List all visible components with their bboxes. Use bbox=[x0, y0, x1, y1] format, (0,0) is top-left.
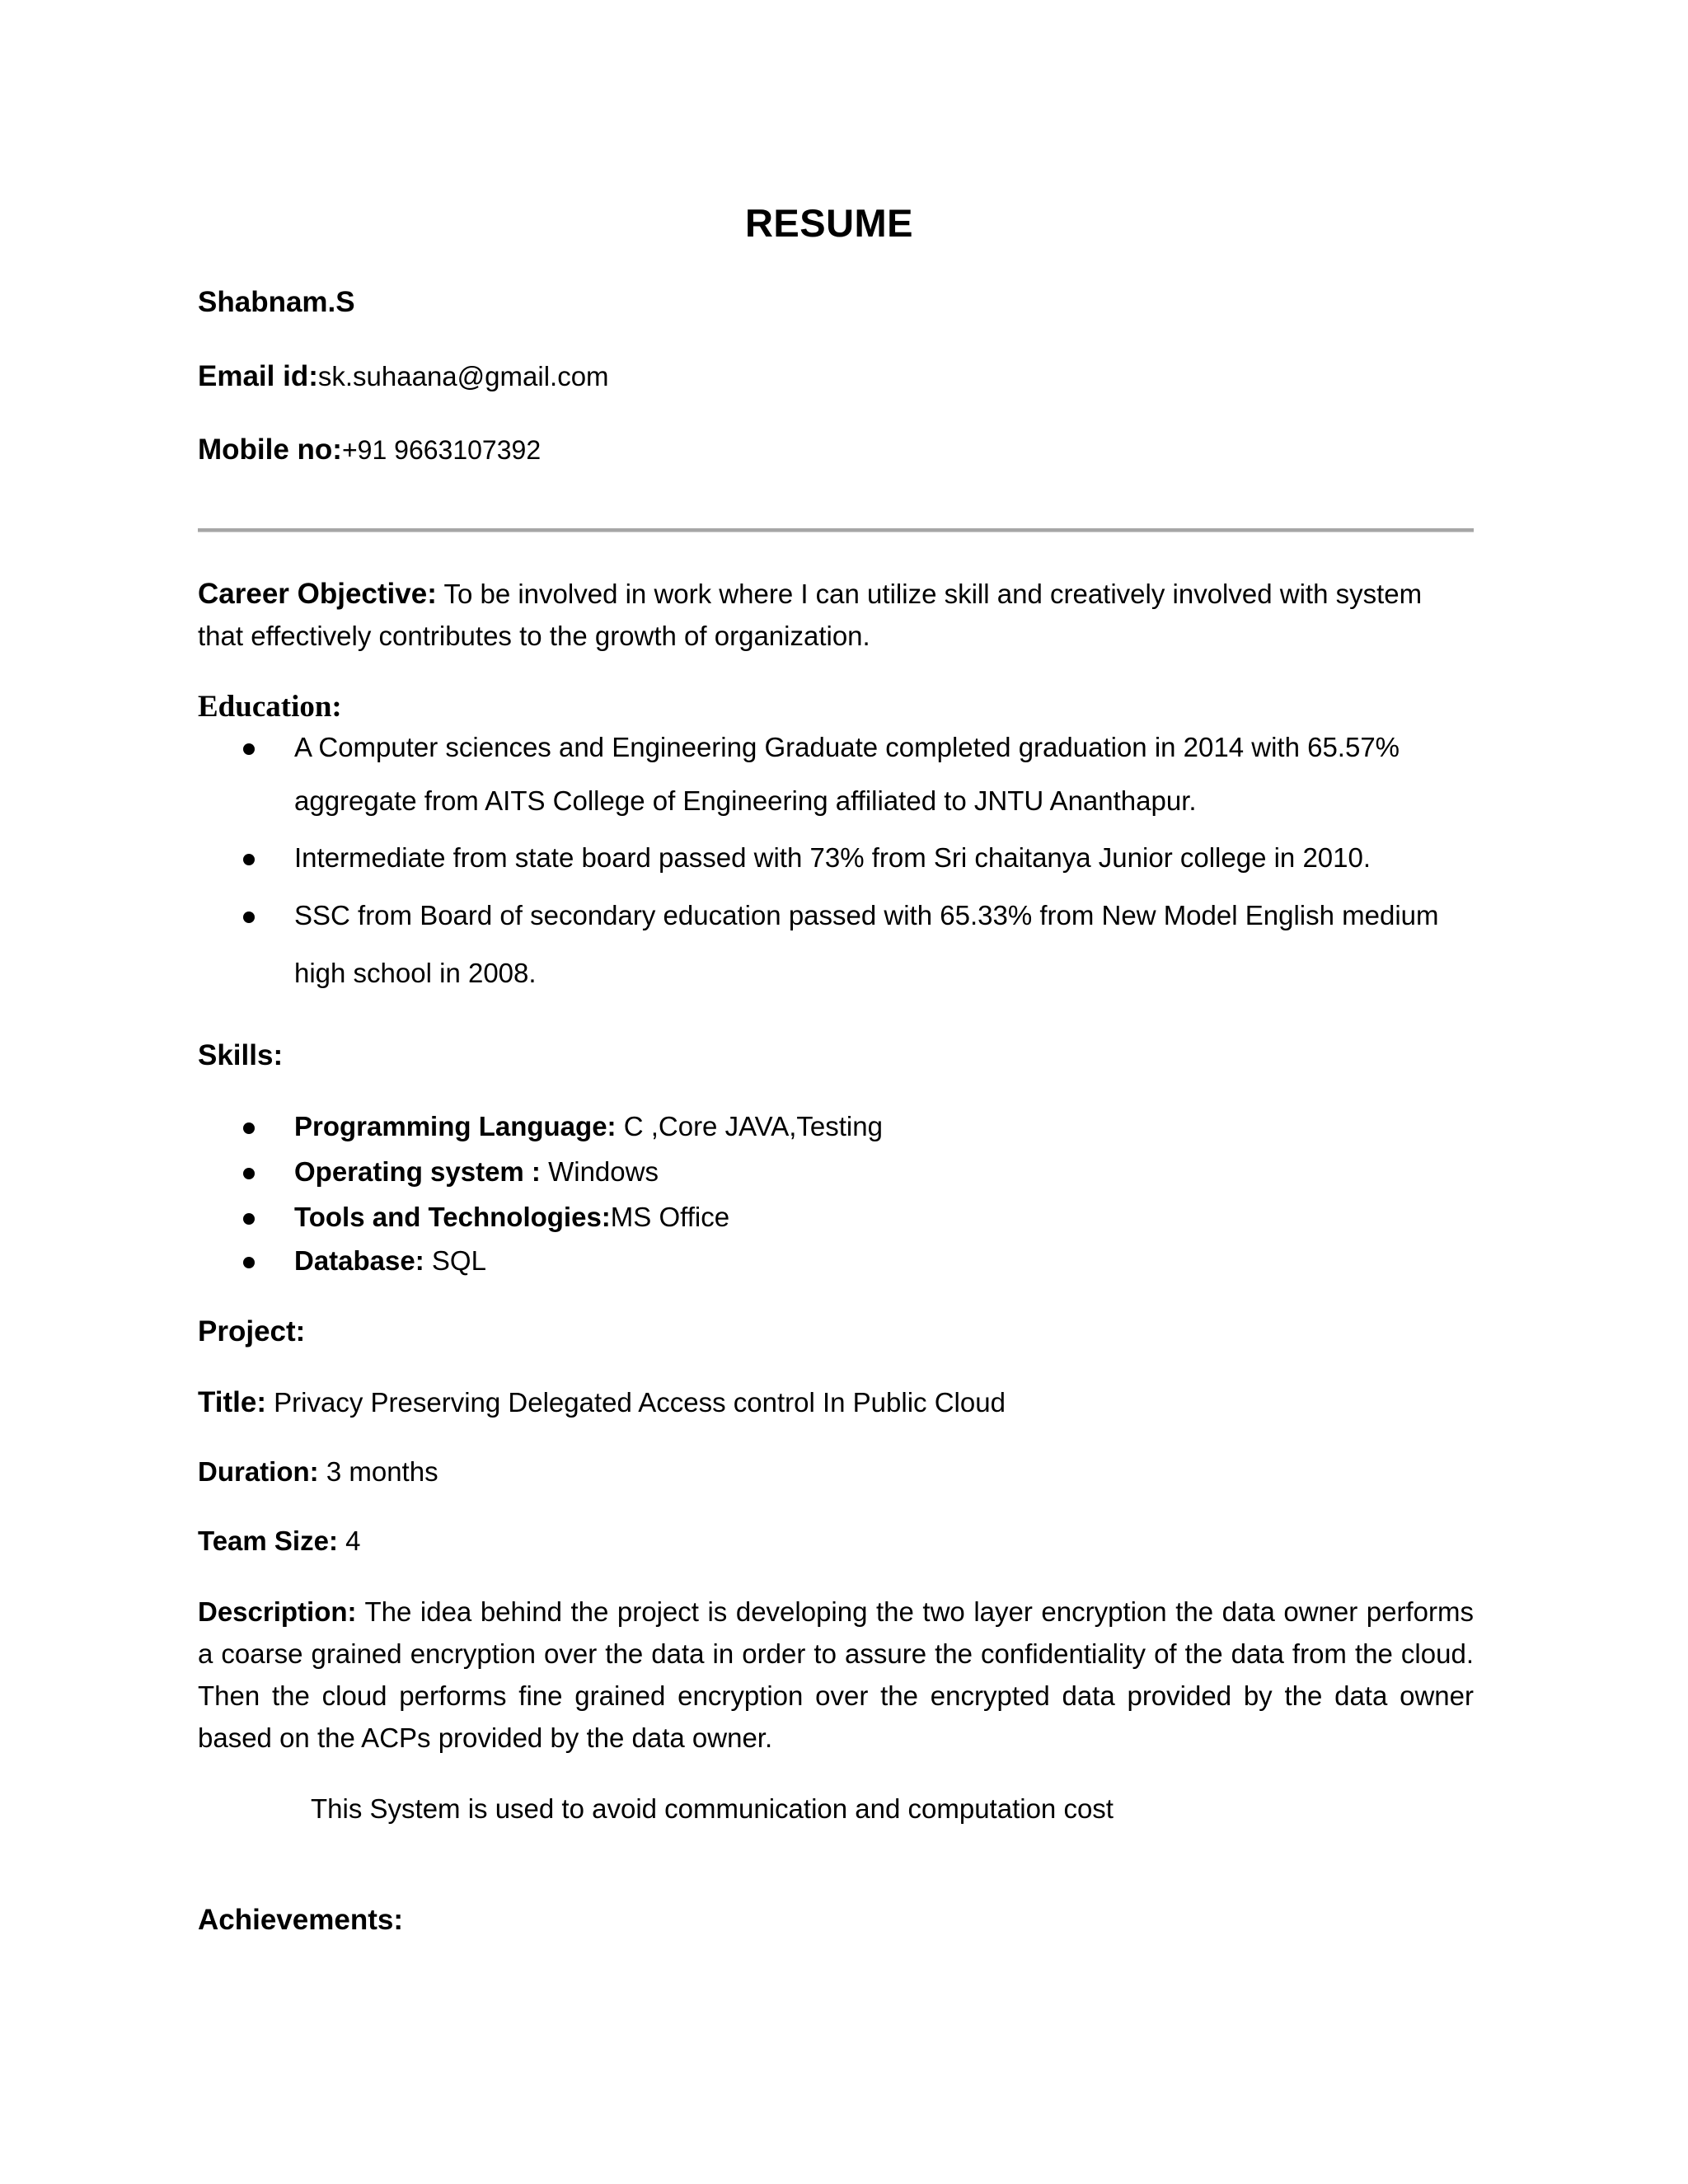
skill-label: Database: bbox=[294, 1245, 424, 1276]
project-duration-label: Duration: bbox=[198, 1456, 319, 1487]
project-description bbox=[198, 1591, 1474, 1759]
project-title-label: Title: bbox=[198, 1386, 266, 1418]
education-item-1-line-2: aggregate from AITS College of Engineering affiliated to JNTU Ananthapur. bbox=[294, 785, 1197, 816]
bullet-icon bbox=[243, 1168, 255, 1179]
bullet-icon bbox=[243, 743, 255, 755]
skill-label: Tools and Technologies: bbox=[294, 1202, 611, 1232]
project-team-value: 4 bbox=[345, 1526, 361, 1556]
education-item-3-line-2: high school in 2008. bbox=[294, 958, 537, 988]
project-duration-value: 3 months bbox=[318, 1456, 438, 1487]
achievements-heading: Achievements: bbox=[198, 1904, 403, 1936]
page-title: RESUME bbox=[744, 201, 914, 245]
project-team-size bbox=[198, 1526, 360, 1557]
career-objective-line-1: To be involved in work where I can utilize skill and creatively involved with system bbox=[443, 579, 1423, 609]
bullet-icon bbox=[243, 854, 255, 865]
skill-label: Programming Language: bbox=[294, 1111, 617, 1141]
skill-value: C ,Core JAVA,Testing bbox=[616, 1111, 883, 1141]
skill-value: Windows bbox=[540, 1156, 659, 1187]
skill-item bbox=[294, 1156, 659, 1188]
mobile-line bbox=[198, 434, 541, 466]
bullet-icon bbox=[243, 1257, 255, 1268]
bullet-icon bbox=[243, 1122, 255, 1134]
education-heading: Education: bbox=[198, 690, 342, 724]
email-value: sk.suhaana@gmail.com bbox=[317, 361, 609, 391]
project-heading: Project: bbox=[198, 1315, 306, 1347]
section-divider bbox=[198, 528, 1474, 532]
bullet-icon bbox=[243, 912, 255, 923]
skill-value: MS Office bbox=[610, 1202, 730, 1232]
career-objective-line-2: that effectively contributes to the growth of organization. bbox=[198, 621, 870, 651]
project-team-label: Team Size: bbox=[198, 1526, 338, 1556]
project-title-value: Privacy Preserving Delegated Access control In Public Cloud bbox=[274, 1387, 1006, 1418]
bullet-icon bbox=[243, 1213, 255, 1225]
career-objective bbox=[198, 578, 1422, 611]
email-line bbox=[198, 360, 609, 393]
skills-heading: Skills: bbox=[198, 1039, 284, 1071]
project-note: This System is used to avoid communication and computation cost bbox=[311, 1793, 1114, 1824]
mobile-value: +91 9663107392 bbox=[341, 435, 542, 465]
project-title bbox=[198, 1386, 1006, 1419]
skill-value: SQL bbox=[424, 1245, 486, 1276]
education-item-1-line-1: A Computer sciences and Engineering Graduate completed graduation in 2014 with 65.57% bbox=[294, 732, 1400, 762]
skill-label: Operating system : bbox=[294, 1156, 541, 1187]
education-item-3-line-1: SSC from Board of secondary education passed with 65.33% from New Model English medium bbox=[294, 900, 1439, 930]
mobile-label: Mobile no: bbox=[198, 434, 342, 466]
project-duration bbox=[198, 1456, 438, 1488]
skill-item bbox=[294, 1245, 486, 1277]
project-description-text: The idea behind the project is developing the two layer encryption the data owner performs a coarse grained encryption over the data in order to assure the confidentiality of the data from the cloud. Then the cloud performs fine grained encryption over the encrypted data provided by the data owner based on the ACPs provided by the data owner. bbox=[198, 1596, 1474, 1753]
project-description-label: Description: bbox=[198, 1596, 357, 1627]
email-label: Email id: bbox=[198, 360, 318, 392]
candidate-name: Shabnam.S bbox=[198, 286, 355, 318]
education-item-2-line-1: Intermediate from state board passed with 73% from Sri chaitanya Junior college in 2010. bbox=[294, 842, 1372, 873]
career-objective-label: Career Objective: bbox=[198, 578, 437, 610]
skill-item bbox=[294, 1202, 729, 1233]
skill-item bbox=[294, 1111, 883, 1142]
